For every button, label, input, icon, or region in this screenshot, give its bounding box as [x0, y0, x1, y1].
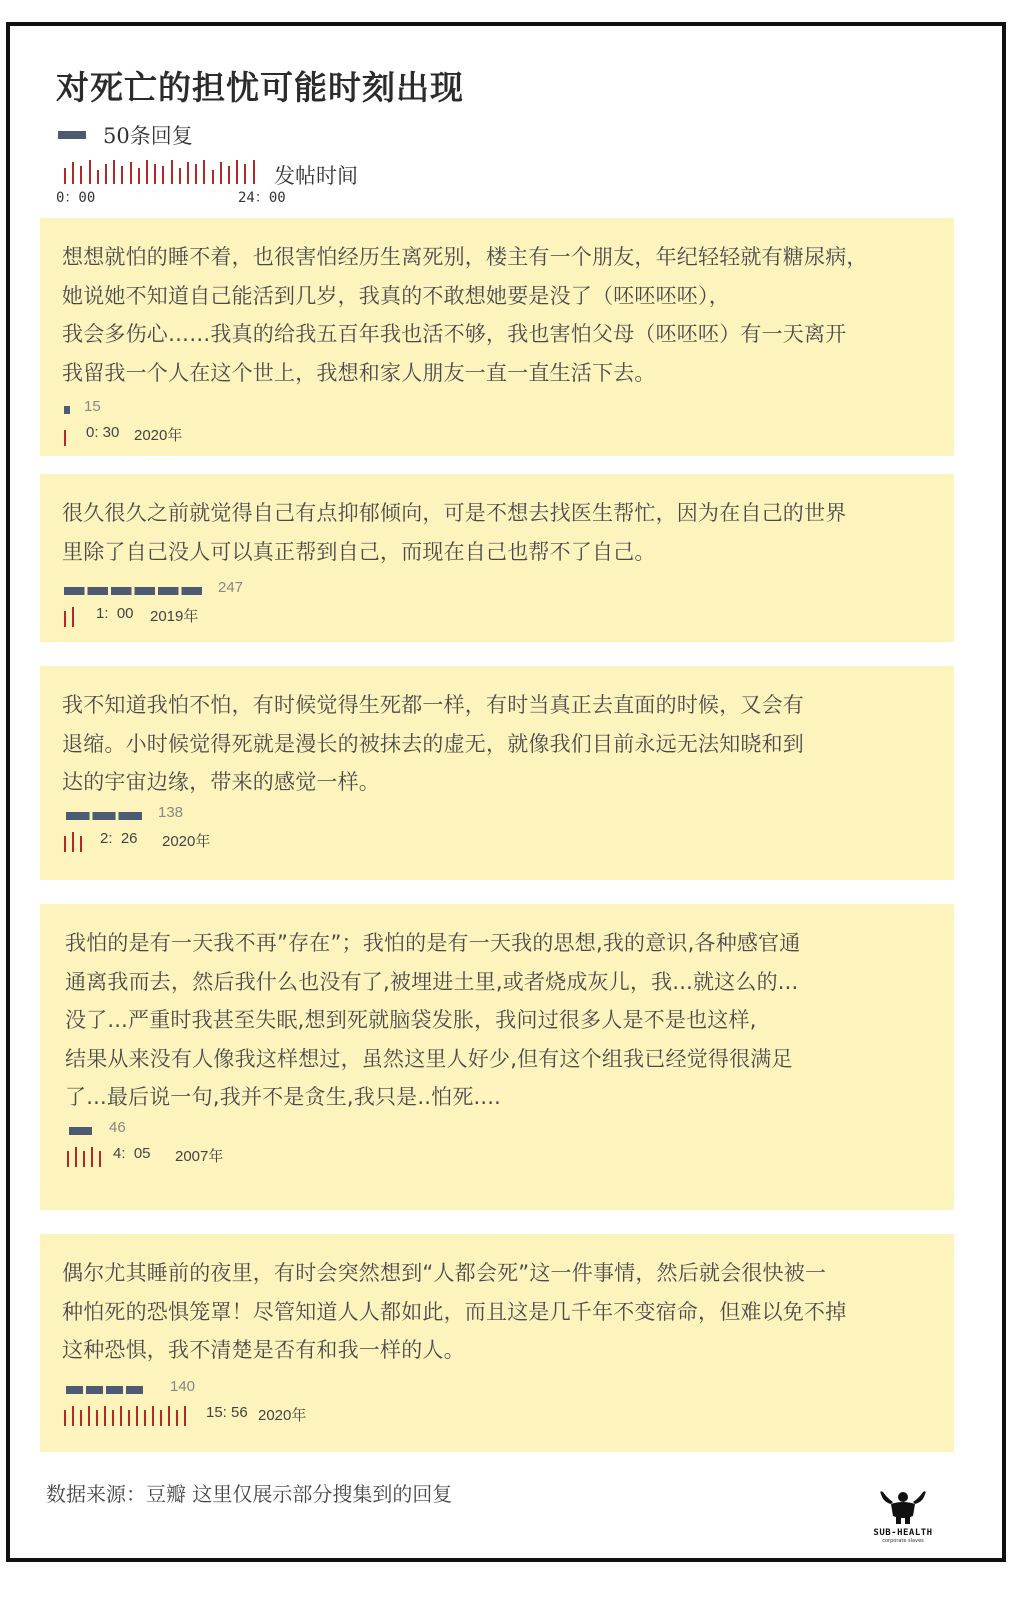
reply-row: [62, 804, 954, 830]
hour-tick: [220, 162, 222, 184]
post-time: 4: 05: [113, 1144, 151, 1162]
post-hour-tick: [99, 1151, 101, 1167]
reply-row: [62, 398, 954, 424]
post-hour-tick: [136, 1406, 138, 1426]
time-legend-label: 发帖时间: [274, 164, 358, 188]
hour-tick: [187, 162, 189, 184]
post-hour-tick: [91, 1147, 93, 1167]
post-text: 我怕的是有一天我不再”存在”；我怕的是有一天我的思想,我的意识,各种感官通 通离我而去，然后我什么也没有了,被埋进土里,或者烧成灰儿，我...就这么的... 没了...严重时我甚至失眠,想到死就脑袋发胀，我问过很多人是不是也这样, 结果从来没有人像我这样想过，虽然这里人好少,但有这个组我已经觉得很满足 了...最后说一句,我并不是贪生,我只是..怕死....: [65, 931, 801, 1109]
time-row: [62, 424, 954, 450]
reply-row: [62, 579, 954, 605]
post-text: 偶尔尤其睡前的夜里，有时会突然想到“人都会死”这一件事情，然后就会很快被一 种怕死的恐惧笼罩！尽管知道人人都如此，而且这是几千年不变宿命，但难以免不掉 这种恐惧，我不清楚是否有和我一样的人。: [62, 1261, 847, 1362]
time-row: [62, 830, 954, 856]
post-card-1: [40, 218, 954, 456]
post-card-5: [40, 1234, 954, 1452]
post-hour-tick: [184, 1406, 186, 1426]
hour-tick: [203, 160, 205, 184]
hour-tick: [253, 160, 255, 184]
reply-bar: [64, 406, 73, 414]
post-hour-tick: [64, 430, 66, 446]
post-card-2: [40, 474, 954, 642]
post-hour-tick: [67, 1151, 69, 1167]
post-hour-tick: [88, 1406, 90, 1426]
post-hour-tick: [104, 1406, 106, 1426]
post-hour-tick: [80, 836, 82, 852]
post-hour-tick: [72, 607, 74, 627]
post-hour-tick: [80, 1410, 82, 1426]
time-legend-end: 24：00: [238, 190, 286, 206]
hour-tick: [228, 166, 230, 184]
post-time: 1: 00: [96, 605, 134, 622]
logo-name: SUB-HEALTH: [873, 1528, 933, 1538]
reply-bar: [69, 1127, 95, 1135]
sub-health-logo: [868, 1490, 938, 1550]
hour-tick: [64, 168, 66, 184]
post-text: 我不知道我怕不怕，有时候觉得生死都一样，有时当真正去直面的时候，又会有 退缩。小时候觉得死就是漫长的被抹去的虚无，就像我们目前永远无法知晓和到 达的宇宙边缘，带来的感觉一样。: [62, 693, 804, 794]
time-row: [62, 1404, 954, 1430]
hour-tick: [236, 160, 238, 184]
reply-legend-label: 50条回复: [103, 124, 193, 148]
post-card-3: [40, 666, 954, 880]
post-card-4: [40, 904, 954, 1210]
post-hour-tick: [96, 1410, 98, 1426]
data-source-note: 数据来源：豆瓣 这里仅展示部分搜集到的回复: [46, 1482, 453, 1506]
hour-tick: [105, 164, 107, 184]
page-title: 对死亡的担忧可能时刻出现: [56, 68, 464, 107]
post-time: 2: 26: [100, 829, 138, 847]
hour-tick: [154, 164, 156, 184]
muscle-man-icon: [877, 1490, 929, 1524]
hour-tick: [72, 162, 74, 184]
post-hour-tick: [64, 1410, 66, 1426]
reply-row: [65, 1119, 954, 1145]
post-hour-tick: [128, 1410, 130, 1426]
post-year: 2020年: [162, 832, 211, 850]
hour-tick: [113, 160, 115, 184]
post-hour-tick: [75, 1147, 77, 1167]
post-hour-tick: [144, 1410, 146, 1426]
hour-tick: [179, 168, 181, 184]
post-hour-tick: [64, 611, 66, 627]
reply-legend-bar: [58, 131, 86, 139]
reply-count: 138: [158, 803, 184, 821]
post-hour-tick: [72, 832, 74, 852]
time-row: [65, 1145, 954, 1171]
reply-count: 15: [84, 398, 101, 415]
post-year: 2019年: [150, 608, 199, 625]
post-text: 想想就怕的睡不着，也很害怕经历生离死别，楼主有一个朋友，年纪轻轻就有糖尿病， 她说她不知道自己能活到几岁，我真的不敢想她要是没了（呸呸呸呸）， 我会多伤心……我真的给我五百年我也活不够，我也害怕父母（呸呸呸）有一天离开 我留我一个人在这个世上，我想和家人朋友一直一直生活下去。: [62, 245, 868, 385]
post-time: 15: 56: [206, 1403, 248, 1421]
reply-count: 140: [170, 1377, 196, 1395]
reply-row: [62, 1378, 954, 1404]
reply-count: 247: [218, 579, 244, 596]
hour-tick: [244, 164, 246, 184]
hour-tick: [212, 170, 214, 184]
reply-bar: [66, 1386, 146, 1394]
time-row: [62, 605, 954, 631]
post-hour-tick: [168, 1406, 170, 1426]
reply-count: 46: [109, 1118, 126, 1136]
post-hour-tick: [176, 1410, 178, 1426]
hour-tick: [138, 168, 140, 184]
post-hour-tick: [83, 1151, 85, 1167]
hour-tick: [195, 164, 197, 184]
hour-tick: [97, 170, 99, 184]
post-hour-tick: [120, 1406, 122, 1426]
post-hour-tick: [72, 1406, 74, 1426]
post-year: 2007年: [175, 1147, 224, 1165]
post-time: 0: 30: [86, 424, 120, 441]
post-hour-tick: [160, 1410, 162, 1426]
post-hour-tick: [152, 1406, 154, 1426]
hour-tick: [162, 166, 164, 184]
hour-tick: [146, 160, 148, 184]
hour-tick: [171, 160, 173, 184]
post-text: 很久很久之前就觉得自己有点抑郁倾向，可是不想去找医生帮忙，因为在自己的世界 里除了自己没人可以真正帮到自己，而现在自己也帮不了自己。: [62, 501, 847, 564]
hour-tick: [121, 166, 123, 184]
hour-tick: [80, 166, 82, 184]
post-hour-tick: [112, 1410, 114, 1426]
post-year: 2020年: [134, 427, 183, 444]
logo-tagline: corporate slaves: [882, 1538, 924, 1544]
hour-tick: [89, 160, 91, 184]
reply-bar: [66, 812, 145, 820]
reply-bar: [64, 587, 205, 595]
hour-tick: [130, 162, 132, 184]
time-legend-start: 0：00: [56, 190, 96, 206]
post-hour-tick: [64, 836, 66, 852]
post-year: 2020年: [258, 1406, 307, 1424]
